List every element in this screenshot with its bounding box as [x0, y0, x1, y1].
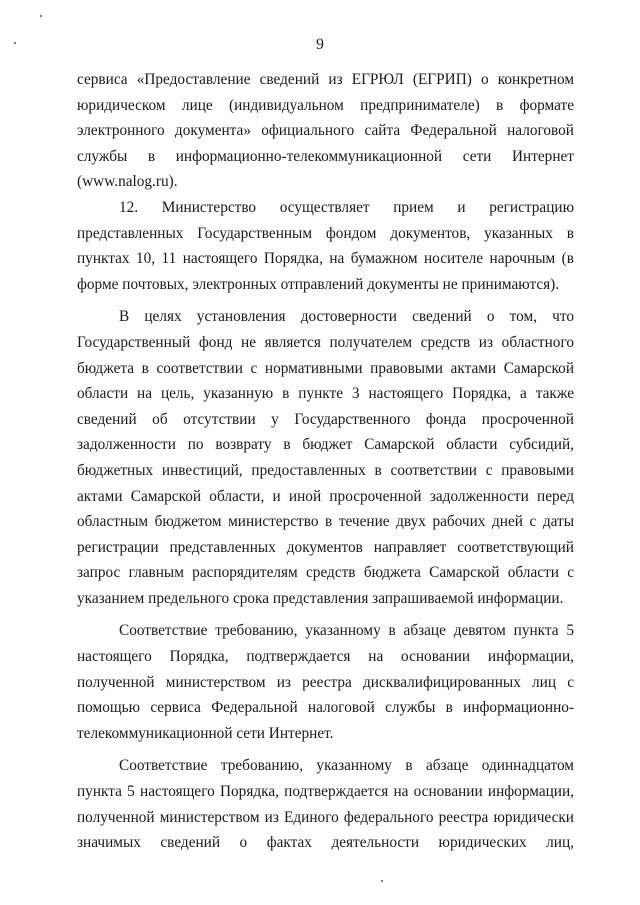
- text-line: бюджетных инвестиций, предоставленных в соответствии с правовыми: [77, 461, 574, 479]
- text-line: Государственный фонд не является получателем средств из областного: [77, 333, 574, 351]
- page-number: 9: [316, 36, 324, 53]
- text-line: областным бюджетом министерство в течение двух рабочих дней с даты: [77, 513, 574, 531]
- text-line: форме почтовых, электронных отправлений документы не принимаются).: [77, 275, 560, 293]
- text-line: настоящего Порядка, подтверждается на основании информации,: [77, 648, 574, 666]
- text-line: представленных Государственным фондом документов, указанных в: [77, 224, 574, 242]
- text-line: полученной министерством из Единого федерального реестра юридически: [77, 808, 574, 826]
- text-line: актами Самарской области, и иной просроченной задолженности перед: [77, 487, 574, 505]
- text-line: телекоммуникационной сети Интернет.: [77, 724, 334, 742]
- text-line: бюджета в соответствии с нормативными правовыми актами Самарской: [77, 359, 574, 377]
- text-line: помощью сервиса Федеральной налоговой службы в информационно-: [77, 699, 574, 717]
- paragraph-2: [77, 195, 574, 297]
- text-line: юридическом лице (индивидуальном предпринимателе) в формате: [77, 96, 574, 114]
- text-line: значимых сведений о фактах деятельности юридических лиц,: [77, 834, 574, 852]
- text-line: полученной министерством из реестра дисквалифицированных лиц с: [77, 673, 574, 691]
- text-line: электронного документа» официального сайта Федеральной налоговой: [77, 122, 574, 140]
- text-line: сведений об отсутствии у Государственного фонда просроченной: [77, 410, 574, 428]
- text-line: сервиса «Предоставление сведений из ЕГРЮЛ (ЕГРИП) о конкретном: [77, 71, 574, 88]
- text-line: Соответствие требованию, указанному в абзаце девятом пункта 5: [119, 622, 574, 640]
- text-line: задолженности по возврату в бюджет Самарской области субсидий,: [77, 436, 574, 454]
- paragraph-3: [77, 304, 574, 611]
- text-line: службы в информационно-телекоммуникационной сети Интернет: [77, 147, 574, 165]
- paragraph-5: [77, 753, 574, 855]
- text-line: Соответствие требованию, указанному в абзаце одиннадцатом: [119, 757, 574, 775]
- text-line: регистрации представленных документов направляет соответствующий: [77, 538, 574, 556]
- document-body: [77, 67, 574, 856]
- text-line: В целях установления достоверности сведений о том, что: [119, 308, 574, 326]
- text-line: запрос главным распорядителям средств бюджета Самарской области с: [77, 564, 574, 582]
- paragraph-1: [77, 67, 574, 195]
- text-line: 12. Министерство осуществляет прием и регистрацию: [119, 198, 574, 216]
- scan-speck: [14, 42, 16, 44]
- scan-speck: [40, 15, 42, 17]
- text-line: области на цель, указанную в пункте 3 настоящего Порядка, а также: [77, 385, 574, 403]
- text-line: (www.nalog.ru).: [77, 173, 178, 191]
- text-line: указанием предельного срока представления запрашиваемой информации.: [77, 589, 564, 607]
- scan-speck: [381, 880, 383, 882]
- text-line: пункта 5 настоящего Порядка, подтверждается на основании информации,: [77, 783, 574, 801]
- paragraph-4: [77, 618, 574, 746]
- text-line: пунктах 10, 11 настоящего Порядка, на бумажном носителе нарочным (в: [77, 250, 574, 268]
